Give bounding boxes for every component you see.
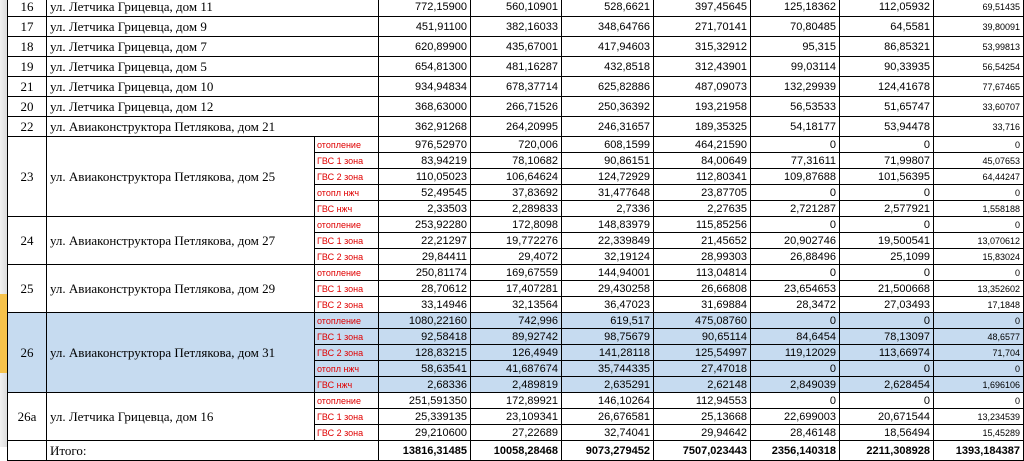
value-cell[interactable]: 27,22689 <box>471 425 562 441</box>
value-cell[interactable]: 26,676581 <box>562 409 654 425</box>
value-cell[interactable]: 0 <box>751 393 840 409</box>
value-cell[interactable]: 17,1848 <box>934 297 1024 313</box>
empty-cell[interactable] <box>8 441 47 461</box>
service-label-cell[interactable]: ГВС 1 зона <box>315 409 379 425</box>
value-cell[interactable]: 246,31657 <box>562 117 654 137</box>
value-cell[interactable]: 2,635291 <box>562 377 654 393</box>
value-cell[interactable]: 678,37714 <box>471 77 562 97</box>
value-cell[interactable]: 28,70612 <box>379 281 471 297</box>
value-cell[interactable]: 27,47018 <box>654 361 751 377</box>
table-row <box>8 217 1024 233</box>
total-row <box>8 441 1024 461</box>
value-cell[interactable]: 119,12029 <box>751 345 840 361</box>
value-cell[interactable]: 0 <box>751 185 840 201</box>
value-cell[interactable]: 2,628454 <box>840 377 934 393</box>
table-row <box>8 393 1024 409</box>
value-cell[interactable]: 33,60707 <box>934 97 1024 117</box>
value-cell[interactable]: 625,82886 <box>562 77 654 97</box>
table-row <box>8 265 1024 281</box>
value-cell[interactable]: 25,1099 <box>840 249 934 265</box>
address-cell[interactable]: ул. Авиаконструктора Петлякова, дом 27 <box>47 217 315 265</box>
value-cell[interactable]: 18,56494 <box>840 425 934 441</box>
table-row <box>8 57 1024 77</box>
row-number-cell[interactable]: 17 <box>8 17 47 37</box>
value-cell[interactable]: 31,477648 <box>562 185 654 201</box>
value-cell[interactable]: 144,94001 <box>562 265 654 281</box>
value-cell[interactable]: 13,070612 <box>934 233 1024 249</box>
value-cell[interactable]: 90,86151 <box>562 153 654 169</box>
value-cell[interactable]: 382,16033 <box>471 17 562 37</box>
value-cell[interactable]: 21,500668 <box>840 281 934 297</box>
value-cell[interactable]: 2211,308928 <box>840 441 934 461</box>
address-cell[interactable]: ул. Летчика Грицевца, дом 12 <box>47 97 379 117</box>
value-cell[interactable]: 56,53533 <box>751 97 840 117</box>
value-cell[interactable]: 0 <box>840 361 934 377</box>
value-cell[interactable]: 772,15900 <box>379 0 471 17</box>
value-cell[interactable]: 0 <box>934 217 1024 233</box>
value-cell[interactable]: 89,92742 <box>471 329 562 345</box>
value-cell[interactable]: 126,4949 <box>471 345 562 361</box>
value-cell[interactable]: 125,54997 <box>654 345 751 361</box>
value-cell[interactable]: 78,10682 <box>471 153 562 169</box>
value-cell[interactable]: 172,8098 <box>471 217 562 233</box>
value-cell[interactable]: 619,517 <box>562 313 654 329</box>
value-cell[interactable]: 84,6454 <box>751 329 840 345</box>
value-cell[interactable]: 28,99303 <box>654 249 751 265</box>
value-cell[interactable]: 9073,279452 <box>562 441 654 461</box>
value-cell[interactable]: 0 <box>934 393 1024 409</box>
service-label-cell[interactable]: ГВС 2 зона <box>315 249 379 265</box>
value-cell[interactable]: 28,46148 <box>751 425 840 441</box>
value-cell[interactable]: 0 <box>840 137 934 153</box>
value-cell[interactable]: 0 <box>751 361 840 377</box>
table-row <box>8 97 1024 117</box>
value-cell[interactable]: 1393,184387 <box>934 441 1024 461</box>
value-cell[interactable]: 25,13668 <box>654 409 751 425</box>
value-cell[interactable]: 312,43901 <box>654 57 751 77</box>
value-cell[interactable]: 0 <box>751 137 840 153</box>
value-cell[interactable]: 0 <box>934 313 1024 329</box>
value-cell[interactable]: 432,8518 <box>562 57 654 77</box>
value-cell[interactable]: 0 <box>840 185 934 201</box>
value-cell[interactable]: 15,45289 <box>934 425 1024 441</box>
value-cell[interactable]: 53,99813 <box>934 37 1024 57</box>
value-cell[interactable]: 26,66808 <box>654 281 751 297</box>
value-cell[interactable]: 742,996 <box>471 313 562 329</box>
value-cell[interactable]: 37,83692 <box>471 185 562 201</box>
value-cell[interactable]: 0 <box>934 185 1024 201</box>
value-cell[interactable]: 146,10264 <box>562 393 654 409</box>
value-cell[interactable]: 90,33935 <box>840 57 934 77</box>
service-label-cell[interactable]: отопление <box>315 313 379 329</box>
service-label-cell[interactable]: отопл нжч <box>315 185 379 201</box>
value-cell[interactable]: 32,19124 <box>562 249 654 265</box>
value-cell[interactable]: 315,32912 <box>654 37 751 57</box>
value-cell[interactable]: 109,87688 <box>751 169 840 185</box>
value-cell[interactable]: 39,80091 <box>934 17 1024 37</box>
address-cell[interactable]: ул. Летчика Грицевца, дом 10 <box>47 77 379 97</box>
value-cell[interactable]: 33,14946 <box>379 297 471 313</box>
row-number-cell[interactable]: 23 <box>8 137 47 217</box>
value-cell[interactable]: 17,407281 <box>471 281 562 297</box>
value-cell[interactable]: 362,91268 <box>379 117 471 137</box>
value-cell[interactable]: 435,67001 <box>471 37 562 57</box>
value-cell[interactable]: 0 <box>751 313 840 329</box>
value-cell[interactable]: 35,744335 <box>562 361 654 377</box>
row-header-selection-marker <box>0 294 7 373</box>
table-row <box>8 117 1024 137</box>
row-number-cell[interactable]: 22 <box>8 117 47 137</box>
value-cell[interactable]: 1080,22160 <box>379 313 471 329</box>
value-cell[interactable]: 193,21958 <box>654 97 751 117</box>
value-cell[interactable]: 23,109341 <box>471 409 562 425</box>
total-label-cell[interactable]: Итого: <box>47 441 379 461</box>
value-cell[interactable]: 141,28118 <box>562 345 654 361</box>
service-label-cell[interactable]: ГВС 1 зона <box>315 233 379 249</box>
value-cell[interactable]: 22,699003 <box>751 409 840 425</box>
value-cell[interactable]: 169,67559 <box>471 265 562 281</box>
value-cell[interactable]: 71,704 <box>934 345 1024 361</box>
row-number-cell[interactable]: 18 <box>8 37 47 57</box>
value-cell[interactable]: 251,591350 <box>379 393 471 409</box>
value-cell[interactable]: 86,85321 <box>840 37 934 57</box>
value-cell[interactable]: 113,04814 <box>654 265 751 281</box>
value-cell[interactable]: 101,56395 <box>840 169 934 185</box>
value-cell[interactable]: 54,18177 <box>751 117 840 137</box>
row-number-cell[interactable]: 16 <box>8 0 47 17</box>
value-cell[interactable]: 0 <box>840 393 934 409</box>
data-table <box>7 0 1024 461</box>
service-label-cell[interactable]: отопл нжч <box>315 361 379 377</box>
value-cell[interactable]: 264,20995 <box>471 117 562 137</box>
value-cell[interactable]: 77,67465 <box>934 77 1024 97</box>
value-cell[interactable]: 112,05932 <box>840 0 934 17</box>
value-cell[interactable]: 13,234539 <box>934 409 1024 425</box>
value-cell[interactable]: 0 <box>751 265 840 281</box>
value-cell[interactable]: 417,94603 <box>562 37 654 57</box>
value-cell[interactable]: 475,08760 <box>654 313 751 329</box>
table-row <box>8 37 1024 57</box>
value-cell[interactable]: 29,94642 <box>654 425 751 441</box>
value-cell[interactable]: 124,72929 <box>562 169 654 185</box>
service-label-cell[interactable]: ГВС 2 зона <box>315 425 379 441</box>
value-cell[interactable]: 33,716 <box>934 117 1024 137</box>
value-cell[interactable]: 2,289833 <box>471 201 562 217</box>
value-cell[interactable]: 10058,28468 <box>471 441 562 461</box>
value-cell[interactable]: 125,18362 <box>751 0 840 17</box>
table-row <box>8 77 1024 97</box>
value-cell[interactable]: 148,83979 <box>562 217 654 233</box>
value-cell[interactable]: 481,16287 <box>471 57 562 77</box>
value-cell[interactable]: 7507,023443 <box>654 441 751 461</box>
value-cell[interactable]: 29,4072 <box>471 249 562 265</box>
value-cell[interactable]: 124,41678 <box>840 77 934 97</box>
value-cell[interactable]: 52,49545 <box>379 185 471 201</box>
value-cell[interactable]: 1,558188 <box>934 201 1024 217</box>
row-number-cell[interactable]: 25 <box>8 265 47 313</box>
value-cell[interactable]: 266,71526 <box>471 97 562 117</box>
value-cell[interactable]: 113,66974 <box>840 345 934 361</box>
address-cell[interactable]: ул. Авиаконструктора Петлякова, дом 29 <box>47 265 315 313</box>
service-label-cell[interactable]: ГВС нжч <box>315 377 379 393</box>
value-cell[interactable]: 53,94478 <box>840 117 934 137</box>
service-label-cell[interactable]: отопление <box>315 217 379 233</box>
service-label-cell[interactable]: ГВС 2 зона <box>315 297 379 313</box>
service-label-cell[interactable]: ГВС нжч <box>315 201 379 217</box>
value-cell[interactable]: 720,006 <box>471 137 562 153</box>
service-label-cell[interactable]: ГВС 1 зона <box>315 153 379 169</box>
value-cell[interactable]: 2,62148 <box>654 377 751 393</box>
table-row <box>8 0 1024 17</box>
value-cell[interactable]: 1,696106 <box>934 377 1024 393</box>
address-cell[interactable]: ул. Авиаконструктора Петлякова, дом 21 <box>47 117 379 137</box>
value-cell[interactable]: 560,10901 <box>471 0 562 17</box>
value-cell[interactable]: 112,80341 <box>654 169 751 185</box>
value-cell[interactable]: 56,54254 <box>934 57 1024 77</box>
value-cell[interactable]: 132,29939 <box>751 77 840 97</box>
value-cell[interactable]: 25,339135 <box>379 409 471 425</box>
table-row <box>8 313 1024 329</box>
value-cell[interactable]: 2,68336 <box>379 377 471 393</box>
value-cell[interactable]: 115,85256 <box>654 217 751 233</box>
value-cell[interactable]: 20,902746 <box>751 233 840 249</box>
value-cell[interactable]: 397,45645 <box>654 0 751 17</box>
value-cell[interactable]: 2,7336 <box>562 201 654 217</box>
service-label-cell[interactable]: ГВС 2 зона <box>315 169 379 185</box>
value-cell[interactable]: 84,00649 <box>654 153 751 169</box>
value-cell[interactable]: 41,687674 <box>471 361 562 377</box>
value-cell[interactable]: 250,36392 <box>562 97 654 117</box>
table-row <box>8 137 1024 153</box>
value-cell[interactable]: 654,81300 <box>379 57 471 77</box>
value-cell[interactable]: 98,75679 <box>562 329 654 345</box>
value-cell[interactable]: 13816,31485 <box>379 441 471 461</box>
value-cell[interactable]: 348,64766 <box>562 17 654 37</box>
value-cell[interactable]: 189,35325 <box>654 117 751 137</box>
value-cell[interactable]: 15,83024 <box>934 249 1024 265</box>
value-cell[interactable]: 106,64624 <box>471 169 562 185</box>
value-cell[interactable]: 20,671544 <box>840 409 934 425</box>
value-cell[interactable]: 2,33503 <box>379 201 471 217</box>
value-cell[interactable]: 31,69884 <box>654 297 751 313</box>
value-cell[interactable]: 112,94553 <box>654 393 751 409</box>
value-cell[interactable]: 0 <box>934 137 1024 153</box>
value-cell[interactable]: 934,94834 <box>379 77 471 97</box>
value-cell[interactable]: 172,89921 <box>471 393 562 409</box>
table-row <box>8 17 1024 37</box>
value-cell[interactable]: 451,91100 <box>379 17 471 37</box>
service-label-cell[interactable]: ГВС 1 зона <box>315 329 379 345</box>
value-cell[interactable]: 620,89900 <box>379 37 471 57</box>
address-cell[interactable]: ул. Авиаконструктора Петлякова, дом 25 <box>47 137 315 217</box>
value-cell[interactable]: 22,21297 <box>379 233 471 249</box>
value-cell[interactable]: 19,772276 <box>471 233 562 249</box>
value-cell[interactable]: 28,3472 <box>751 297 840 313</box>
row-number-cell[interactable]: 26 <box>8 313 47 393</box>
value-cell[interactable]: 64,44247 <box>934 169 1024 185</box>
address-cell[interactable]: ул. Летчика Грицевца, дом 11 <box>47 0 379 17</box>
value-cell[interactable]: 27,03493 <box>840 297 934 313</box>
value-cell[interactable]: 92,58418 <box>379 329 471 345</box>
value-cell[interactable]: 21,45652 <box>654 233 751 249</box>
value-cell[interactable]: 22,339849 <box>562 233 654 249</box>
value-cell[interactable]: 90,65114 <box>654 329 751 345</box>
value-cell[interactable]: 13,352602 <box>934 281 1024 297</box>
value-cell[interactable]: 95,315 <box>751 37 840 57</box>
value-cell[interactable]: 2356,140318 <box>751 441 840 461</box>
value-cell[interactable]: 26,88496 <box>751 249 840 265</box>
value-cell[interactable]: 250,81174 <box>379 265 471 281</box>
value-cell[interactable]: 29,210600 <box>379 425 471 441</box>
value-cell[interactable]: 2,577921 <box>840 201 934 217</box>
value-cell[interactable]: 99,03114 <box>751 57 840 77</box>
value-cell[interactable]: 78,13097 <box>840 329 934 345</box>
value-cell[interactable]: 23,87705 <box>654 185 751 201</box>
value-cell[interactable]: 0 <box>840 265 934 281</box>
address-cell[interactable]: ул. Летчика Грицевца, дом 5 <box>47 57 379 77</box>
value-cell[interactable]: 48,6577 <box>934 329 1024 345</box>
value-cell[interactable]: 29,430258 <box>562 281 654 297</box>
value-cell[interactable]: 608,1599 <box>562 137 654 153</box>
service-label-cell[interactable]: ГВС 2 зона <box>315 345 379 361</box>
value-cell[interactable]: 368,63000 <box>379 97 471 117</box>
value-cell[interactable]: 487,09073 <box>654 77 751 97</box>
value-cell[interactable]: 2,849039 <box>751 377 840 393</box>
value-cell[interactable]: 464,21590 <box>654 137 751 153</box>
value-cell[interactable]: 528,6621 <box>562 0 654 17</box>
value-cell[interactable]: 51,65747 <box>840 97 934 117</box>
row-number-cell[interactable]: 21 <box>8 77 47 97</box>
value-cell[interactable]: 64,5581 <box>840 17 934 37</box>
address-cell[interactable]: ул. Авиаконструктора Петлякова, дом 31 <box>47 313 315 393</box>
value-cell[interactable]: 58,63541 <box>379 361 471 377</box>
value-cell[interactable]: 0 <box>840 217 934 233</box>
value-cell[interactable]: 0 <box>840 313 934 329</box>
service-label-cell[interactable]: отопление <box>315 137 379 153</box>
value-cell[interactable]: 69,51435 <box>934 0 1024 17</box>
value-cell[interactable]: 253,92280 <box>379 217 471 233</box>
service-label-cell[interactable]: отопление <box>315 393 379 409</box>
address-cell[interactable]: ул. Летчика Грицевца, дом 16 <box>47 393 315 441</box>
value-cell[interactable]: 29,84411 <box>379 249 471 265</box>
value-cell[interactable]: 77,31611 <box>751 153 840 169</box>
value-cell[interactable]: 0 <box>751 217 840 233</box>
value-cell[interactable]: 83,94219 <box>379 153 471 169</box>
service-label-cell[interactable]: ГВС 1 зона <box>315 281 379 297</box>
value-cell[interactable]: 36,47023 <box>562 297 654 313</box>
value-cell[interactable]: 2,489819 <box>471 377 562 393</box>
value-cell[interactable]: 128,83215 <box>379 345 471 361</box>
value-cell[interactable]: 2,721287 <box>751 201 840 217</box>
service-label-cell[interactable]: отопление <box>315 265 379 281</box>
row-number-cell[interactable]: 20 <box>8 97 47 117</box>
value-cell[interactable]: 0 <box>934 361 1024 377</box>
value-cell[interactable]: 70,80485 <box>751 17 840 37</box>
value-cell[interactable]: 19,500541 <box>840 233 934 249</box>
value-cell[interactable]: 45,07653 <box>934 153 1024 169</box>
value-cell[interactable]: 0 <box>934 265 1024 281</box>
row-number-cell[interactable]: 26а <box>8 393 47 441</box>
row-number-cell[interactable]: 19 <box>8 57 47 77</box>
address-cell[interactable]: ул. Летчика Грицевца, дом 7 <box>47 37 379 57</box>
row-number-cell[interactable]: 24 <box>8 217 47 265</box>
address-cell[interactable]: ул. Летчика Грицевца, дом 9 <box>47 17 379 37</box>
value-cell[interactable]: 976,52970 <box>379 137 471 153</box>
value-cell[interactable]: 271,70141 <box>654 17 751 37</box>
value-cell[interactable]: 32,74041 <box>562 425 654 441</box>
value-cell[interactable]: 23,654653 <box>751 281 840 297</box>
value-cell[interactable]: 32,13564 <box>471 297 562 313</box>
value-cell[interactable]: 71,99807 <box>840 153 934 169</box>
value-cell[interactable]: 2,27635 <box>654 201 751 217</box>
value-cell[interactable]: 110,05023 <box>379 169 471 185</box>
